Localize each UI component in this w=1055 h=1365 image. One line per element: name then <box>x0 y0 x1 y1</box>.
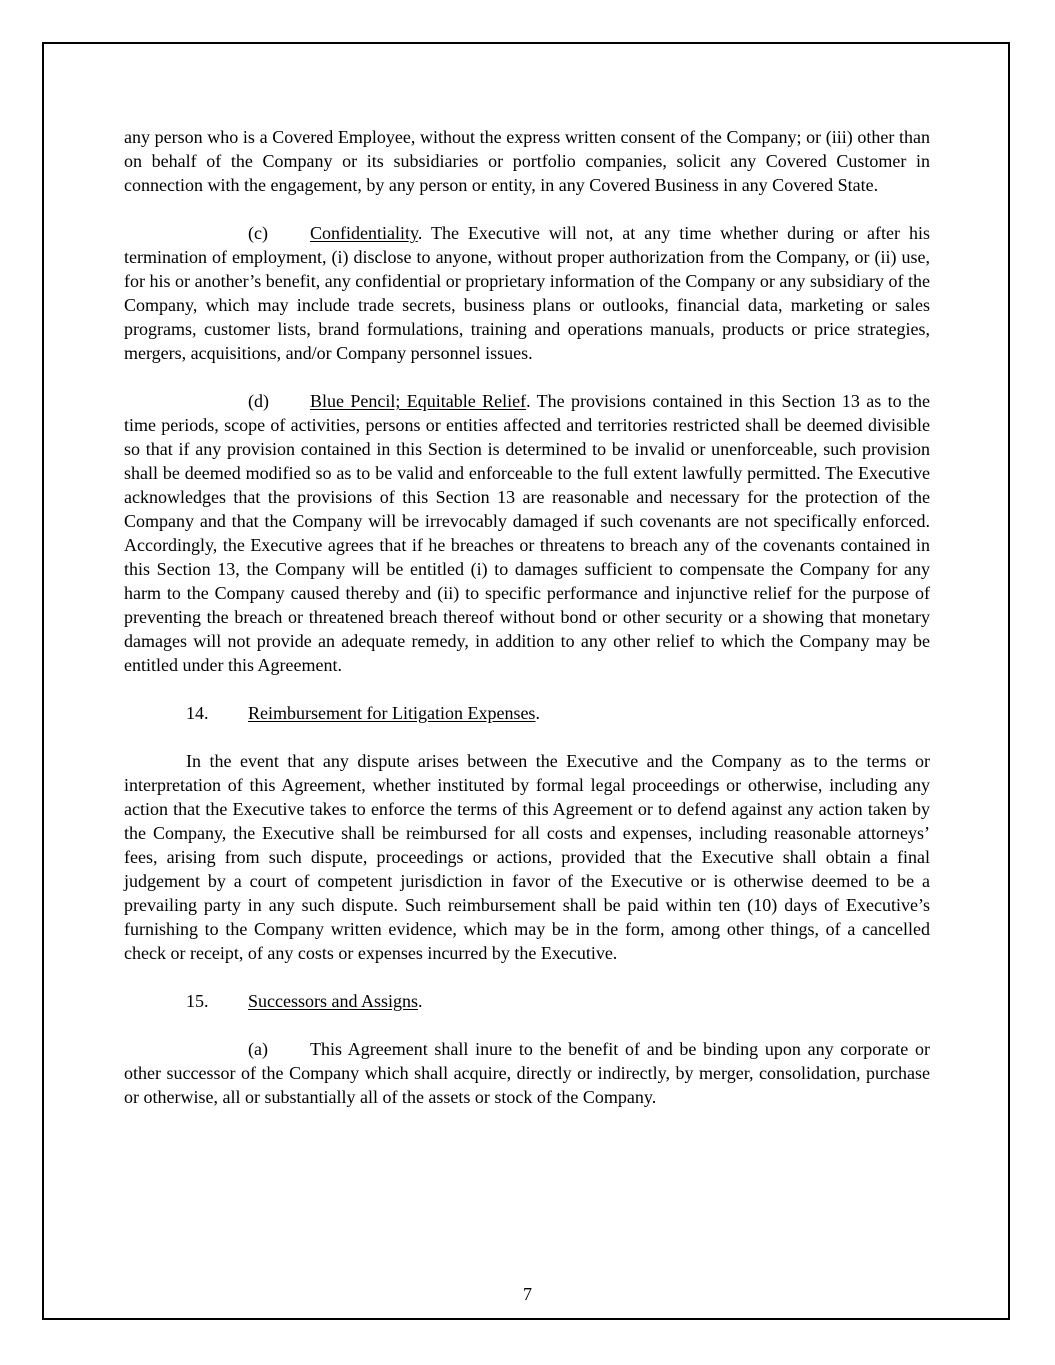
heading-punctuation: . <box>417 223 423 243</box>
continuation-paragraph: any person who is a Covered Employee, without the express written consent of the Company; or (iii) other than on behalf of the Company or its subsidiaries or portfolio companies, solicit any Covered Customer in connection with the engagement, by any person or entity, in any Covered Business in any Covered State. <box>124 127 930 195</box>
heading-punctuation: . <box>418 991 423 1011</box>
subsection-heading: Confidentiality <box>310 223 418 243</box>
section-number: 15. <box>186 991 209 1011</box>
subsection-label: (c) <box>248 223 268 243</box>
section-15-heading <box>124 989 930 1013</box>
heading-punctuation: . <box>526 391 531 411</box>
subsection-body: The provisions contained in this Section 13 as to the time periods, scope of activities, persons or entities affected and territories restricted shall be deemed divisible so that if any provision contained in this Section is determined to be invalid or unenforceable, such provision shall be deemed modified so as to be valid and enforceable to the full extent lawfully permitted. The Executive acknowledges that the provisions of this Section 13 are reasonable and necessary for the protection of the Company and that the Company will be irrevocably damaged if such covenants are not specifically enforced. Accordingly, the Executive agrees that if he breaches or threatens to breach any of the covenants contained in this Section 13, the Company will be entitled (i) to damages sufficient to compensate the Company for any harm to the Company caused thereby and (ii) to specific performance and injunctive relief for the purpose of preventing the breach or threatened breach thereof without bond or other security or a showing that monetary damages will not provide an adequate remedy, in addition to any other relief to which the Company may be entitled under this Agreement. <box>124 391 930 675</box>
heading-punctuation: . <box>535 703 540 723</box>
successors-paragraph-a <box>124 1037 930 1109</box>
confidentiality-paragraph <box>124 221 930 365</box>
section-number: 14. <box>186 703 209 723</box>
section-title: Reimbursement for Litigation Expenses <box>248 703 536 723</box>
subsection-heading: Blue Pencil; Equitable Relief <box>310 391 527 411</box>
subsection-body: The Executive will not, at any time whether during or after his termination of employment, (i) disclose to anyone, without proper authorization from the Company, or (ii) use, for his or another’s benefit, any confidential or proprietary information of the Company or any subsidiary of the Company, which may include trade secrets, business plans or outlooks, financial data, marketing or sales programs, customer lists, brand formulations, training and operations manuals, products or price strategies, mergers, acquisitions, and/or Company personnel issues. <box>124 223 930 363</box>
section-title: Successors and Assigns <box>248 991 418 1011</box>
subsection-label: (a) <box>248 1039 268 1059</box>
document-body <box>124 125 930 1109</box>
section-14-body: In the event that any dispute arises between the Executive and the Company as to the terms or interpretation of this Agreement, whether instituted by formal legal proceedings or otherwise, including any action that the Executive takes to enforce the terms of this Agreement or to defend against any action taken by the Company, the Executive shall be reimbursed for all costs and expenses, including reasonable attorneys’ fees, arising from such dispute, proceedings or actions, provided that the Executive shall obtain a final judgement by a court of competent jurisdiction in favor of the Executive or is otherwise deemed to be a prevailing party in any such dispute. Such reimbursement shall be paid within ten (10) days of Executive’s furnishing to the Company written evidence, which may be in the form, among other things, of a cancelled check or receipt, of any costs or expenses incurred by the Executive. <box>124 751 930 963</box>
subsection-label: (d) <box>248 391 269 411</box>
page-number: 7 <box>523 1284 532 1304</box>
subsection-body: This Agreement shall inure to the benefit of and be binding upon any corporate or other successor of the Company which shall acquire, directly or indirectly, by merger, consolidation, purchase or otherwise, all or substantially all of the assets or stock of the Company. <box>124 1039 930 1107</box>
section-14-heading <box>124 701 930 725</box>
blue-pencil-paragraph <box>124 389 930 677</box>
